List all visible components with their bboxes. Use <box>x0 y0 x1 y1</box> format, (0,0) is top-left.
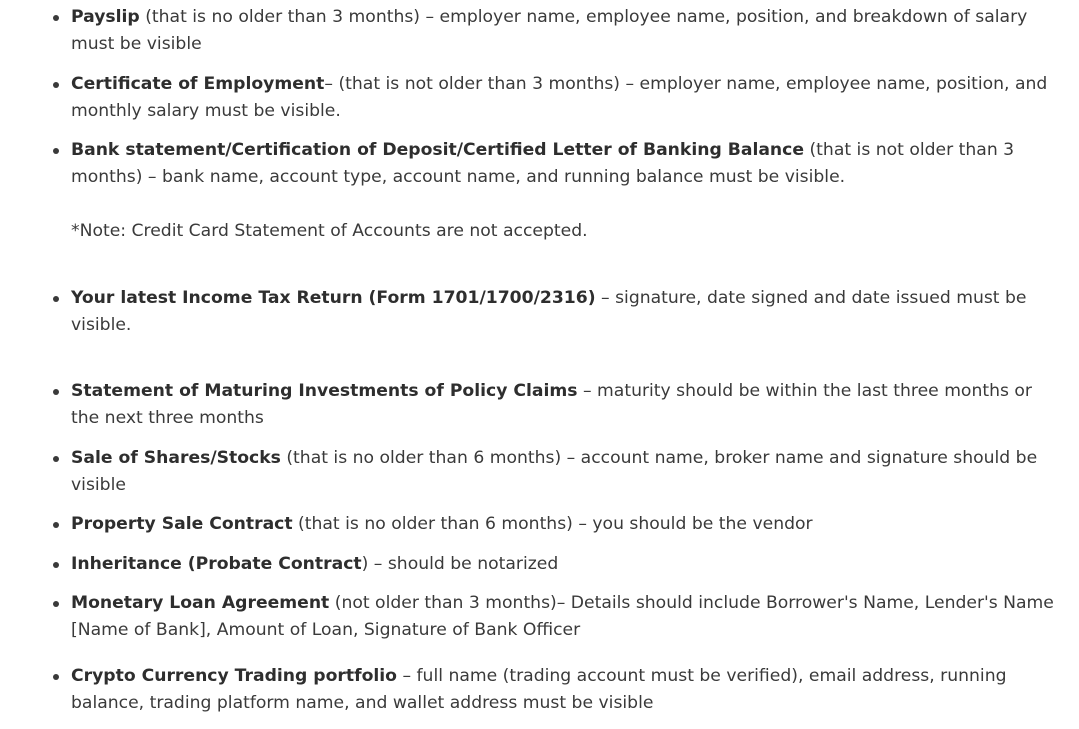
item-title: Payslip <box>71 7 140 27</box>
list-item-income-tax-return <box>71 285 1061 339</box>
item-title: Property Sale Contract <box>71 514 293 534</box>
bullet-icon <box>53 82 59 88</box>
list-item-maturing-investments <box>71 378 1061 432</box>
list-item-property-sale-contract <box>71 511 1061 538</box>
item-description: (not older than 3 months)– Details should include Borrower's Name, Lender's Name [Name of Bank], Amount of Loan, Signature of Bank Officer <box>71 593 1054 640</box>
bullet-icon <box>53 562 59 568</box>
item-title: Inheritance (Probate Contract <box>71 554 362 574</box>
item-description: (that is no older than 6 months) – account name, broker name and signature should be visible <box>71 448 1038 495</box>
bullet-icon <box>53 296 59 302</box>
bullet-icon <box>53 601 59 607</box>
item-description: (that is no older than 3 months) – employer name, employee name, position, and breakdown of salary must be visible <box>71 7 1028 54</box>
list-item-certificate-of-employment <box>71 71 1061 125</box>
item-title: Sale of Shares/Stocks <box>71 448 281 468</box>
list-item-crypto-portfolio <box>71 663 1061 717</box>
item-title: Crypto Currency Trading portfolio <box>71 666 397 686</box>
bullet-icon <box>53 148 59 154</box>
bullet-icon <box>53 456 59 462</box>
item-title: Certificate of Employment <box>71 74 325 94</box>
item-title: Your latest Income Tax Return (Form 1701/1700/2316) <box>71 288 596 308</box>
bullet-icon <box>53 15 59 21</box>
list-item-inheritance <box>71 551 1061 578</box>
list-item-monetary-loan-agreement <box>71 590 1061 644</box>
bullet-icon <box>53 674 59 680</box>
item-title: Statement of Maturing Investments of Policy Claims <box>71 381 578 401</box>
item-title: Monetary Loan Agreement <box>71 593 330 613</box>
list-item-sale-of-shares <box>71 445 1061 499</box>
item-description: (that is no older than 6 months) – you should be the vendor <box>292 514 813 534</box>
list-item-payslip <box>71 4 1061 58</box>
item-title: Bank statement/Certification of Deposit/Certified Letter of Banking Balance <box>71 140 805 160</box>
bullet-icon <box>53 389 59 395</box>
item-description: (that is not older than 3 months) – bank name, account type, account name, and running balance must be visible. <box>71 140 1015 187</box>
list-item-bank-statement <box>71 137 1061 245</box>
item-description: – full name (trading account must be verified), email address, running balance, trading platform name, and wallet address must be visible <box>71 666 1007 713</box>
bullet-icon <box>53 522 59 528</box>
item-note: *Note: Credit Card Statement of Accounts are not accepted. <box>71 221 588 241</box>
item-description: – (that is not older than 3 months) – employer name, employee name, position, and monthly salary must be visible. <box>71 74 1048 121</box>
item-description: ) – should be notarized <box>361 554 559 574</box>
item-description: – signature, date signed and date issued must be visible. <box>71 288 1027 335</box>
item-description: – maturity should be within the last three months or the next three months <box>71 381 1032 428</box>
